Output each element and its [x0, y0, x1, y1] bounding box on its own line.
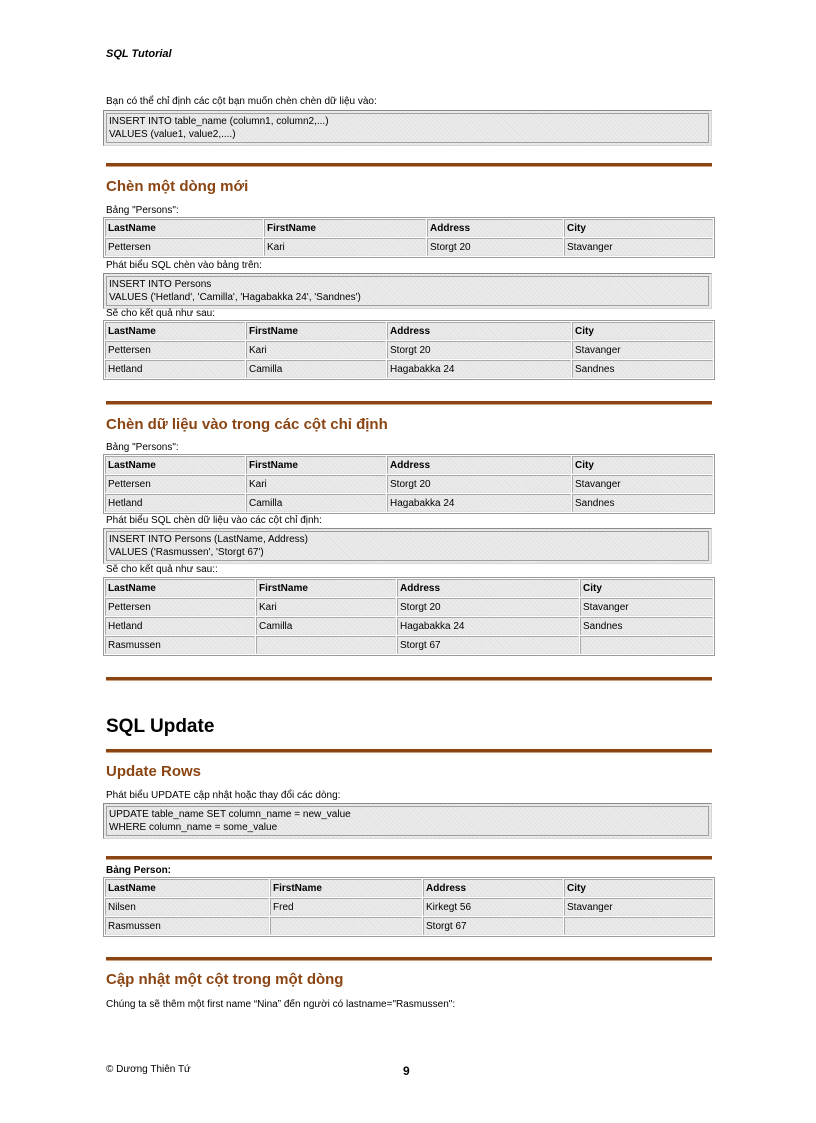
section-divider — [106, 856, 712, 860]
result-caption: Sẽ cho kết quả như sau:: — [106, 564, 218, 575]
header-cell: LastName — [105, 219, 263, 237]
section-heading: Chèn một dòng mới — [106, 178, 249, 195]
section-heading: Update Rows — [106, 763, 202, 780]
statement-caption: Phát biểu SQL chèn dữ liệu vào các cột chỉ định: — [106, 515, 322, 526]
section-heading: Cập nhật một cột trong một dòng — [106, 971, 344, 988]
running-header: SQL Tutorial — [106, 48, 172, 60]
section-divider — [106, 749, 712, 753]
header-cell: City — [564, 879, 713, 897]
table-cell: Camilla — [256, 617, 396, 635]
table-cell: Kari — [256, 598, 396, 616]
table-cell: Pettersen — [105, 238, 263, 256]
table-cell — [256, 636, 396, 654]
table-cell: Rasmussen — [105, 636, 255, 654]
table-cell: Sandnes — [572, 494, 713, 512]
table-row — [105, 238, 713, 256]
section-divider — [106, 163, 712, 167]
body-text: Chúng ta sẽ thêm một first name “Nina” đến người có lastname="Rasmussen": — [106, 999, 456, 1010]
result-caption: Sẽ cho kết quả như sau: — [106, 308, 215, 319]
table-row — [105, 617, 713, 635]
header-cell: City — [564, 219, 713, 237]
table-header-row — [105, 879, 713, 897]
table-row — [105, 341, 713, 359]
code-block-insert-persons — [103, 273, 712, 309]
header-cell: Address — [427, 219, 563, 237]
header-cell: LastName — [105, 579, 255, 597]
table-cell: Hetland — [105, 617, 255, 635]
code-line: VALUES ('Hetland', 'Camilla', 'Hagabakka 24', 'Sandnes') — [109, 292, 361, 303]
table-cell: Stavanger — [572, 341, 713, 359]
result-table — [103, 320, 715, 380]
section-heading: Chèn dữ liệu vào trong các cột chỉ định — [106, 416, 388, 433]
table-cell: Hetland — [105, 360, 245, 378]
table-cell: Kari — [264, 238, 426, 256]
table-header-row — [105, 579, 713, 597]
person-table — [103, 877, 715, 937]
table-row — [105, 917, 713, 935]
intro-text: Bạn có thể chỉ định các cột bạn muốn chèn chèn dữ liệu vào: — [106, 96, 377, 107]
table-cell: Stavanger — [564, 238, 713, 256]
header-cell: LastName — [105, 322, 245, 340]
table-header-row — [105, 456, 713, 474]
table-caption: Bảng Person: — [106, 865, 172, 876]
code-line: VALUES (value1, value2,....) — [109, 129, 236, 140]
table-caption: Bảng "Persons": — [106, 442, 179, 453]
table-cell: Hetland — [105, 494, 245, 512]
statement-caption: Phát biểu SQL chèn vào bảng trên: — [106, 260, 262, 271]
table-row — [105, 494, 713, 512]
table-row — [105, 898, 713, 916]
footer-author: © Dương Thiên Tứ — [106, 1064, 191, 1075]
table-cell: Stavanger — [572, 475, 713, 493]
code-line: UPDATE table_name SET column_name = new_value — [109, 809, 351, 820]
code-block-insert-columns — [103, 528, 712, 564]
header-cell: City — [572, 322, 713, 340]
table-cell — [270, 917, 422, 935]
table-cell: Camilla — [246, 360, 386, 378]
table-cell: Nilsen — [105, 898, 269, 916]
table-cell: Stavanger — [580, 598, 713, 616]
result-table — [103, 577, 715, 656]
code-line: VALUES ('Rasmussen', 'Storgt 67') — [109, 547, 264, 558]
header-cell: FirstName — [256, 579, 396, 597]
code-block-insert-syntax — [103, 110, 712, 146]
table-cell: Pettersen — [105, 598, 255, 616]
persons-table — [103, 217, 715, 258]
table-row — [105, 475, 713, 493]
header-cell: LastName — [105, 456, 245, 474]
page-number: 9 — [403, 1064, 410, 1078]
section-divider — [106, 401, 712, 405]
table-cell — [580, 636, 713, 654]
header-cell: FirstName — [246, 322, 386, 340]
table-cell: Storgt 67 — [423, 917, 563, 935]
table-cell: Hagabakka 24 — [397, 617, 579, 635]
header-cell: FirstName — [246, 456, 386, 474]
table-cell: Kirkegt 56 — [423, 898, 563, 916]
table-cell: Storgt 20 — [387, 475, 571, 493]
table-cell: Pettersen — [105, 341, 245, 359]
page-title: SQL Update — [106, 716, 215, 737]
header-cell: City — [580, 579, 713, 597]
code-line: INSERT INTO Persons — [109, 279, 212, 290]
table-header-row — [105, 322, 713, 340]
table-cell: Sandnes — [572, 360, 713, 378]
code-line: WHERE column_name = some_value — [109, 822, 278, 833]
table-cell: Pettersen — [105, 475, 245, 493]
table-cell — [564, 917, 713, 935]
section-divider — [106, 957, 712, 961]
table-cell: Storgt 20 — [427, 238, 563, 256]
table-row — [105, 598, 713, 616]
table-caption: Bảng "Persons": — [106, 205, 179, 216]
table-row — [105, 360, 713, 378]
header-cell: Address — [387, 322, 571, 340]
table-cell: Fred — [270, 898, 422, 916]
section-divider — [106, 677, 712, 681]
header-cell: City — [572, 456, 713, 474]
table-header-row — [105, 219, 713, 237]
table-cell: Storgt 20 — [387, 341, 571, 359]
header-cell: Address — [397, 579, 579, 597]
update-intro-text: Phát biểu UPDATE cập nhật hoặc thay đổi các dòng: — [106, 790, 341, 801]
table-cell: Storgt 20 — [397, 598, 579, 616]
table-cell: Stavanger — [564, 898, 713, 916]
header-cell: FirstName — [264, 219, 426, 237]
table-cell: Storgt 67 — [397, 636, 579, 654]
header-cell: LastName — [105, 879, 269, 897]
header-cell: FirstName — [270, 879, 422, 897]
header-cell: Address — [387, 456, 571, 474]
table-cell: Kari — [246, 341, 386, 359]
table-cell: Hagabakka 24 — [387, 494, 571, 512]
table-row — [105, 636, 713, 654]
code-line: INSERT INTO Persons (LastName, Address) — [109, 534, 308, 545]
header-cell: Address — [423, 879, 563, 897]
table-cell: Kari — [246, 475, 386, 493]
table-cell: Camilla — [246, 494, 386, 512]
persons-table — [103, 454, 715, 514]
table-cell: Sandnes — [580, 617, 713, 635]
code-line: INSERT INTO table_name (column1, column2,...) — [109, 116, 329, 127]
code-block-update-syntax — [103, 803, 712, 839]
table-cell: Hagabakka 24 — [387, 360, 571, 378]
table-cell: Rasmussen — [105, 917, 269, 935]
